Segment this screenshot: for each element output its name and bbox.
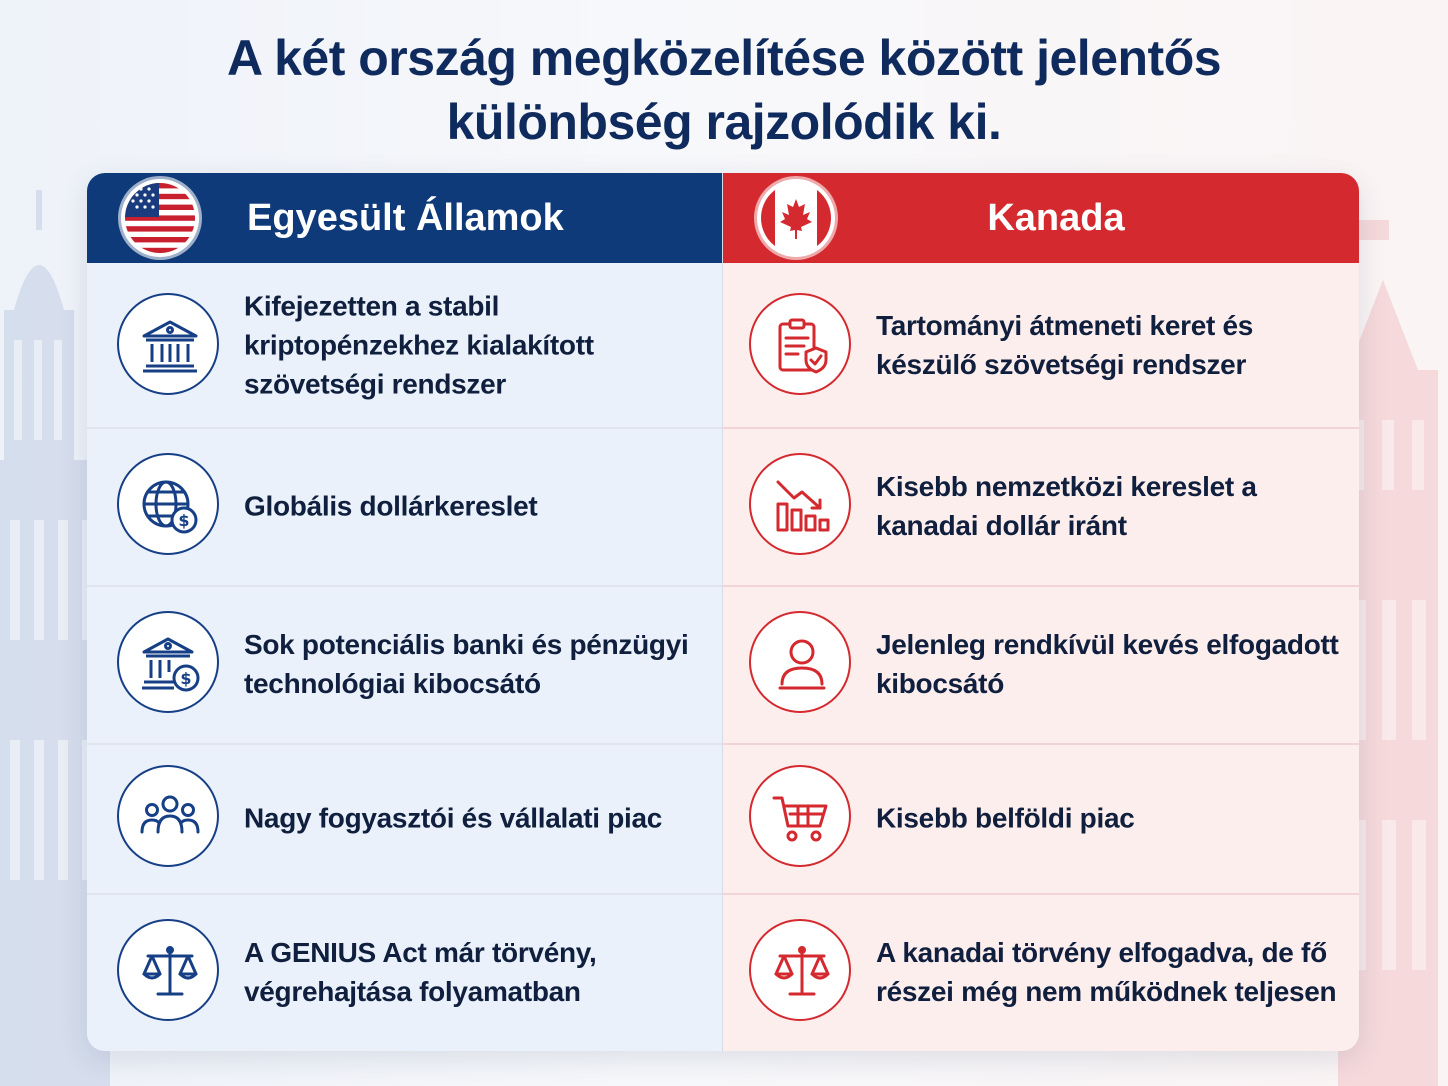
- svg-text:$: $: [178, 511, 190, 530]
- canada-column: [723, 173, 1359, 1051]
- globe-dollar-icon: [117, 453, 219, 555]
- shopping-cart-icon: [749, 765, 851, 867]
- us-row-3: [87, 585, 723, 745]
- canada-row-1: [723, 263, 1359, 429]
- us-row-2: [87, 427, 723, 587]
- page-title: [0, 26, 1448, 154]
- canada-header-label: Kanada: [987, 197, 1125, 239]
- us-row-4-text: Nagy fogyasztói és vállalati piac: [244, 802, 663, 834]
- svg-text:$: $: [180, 669, 192, 688]
- bank-dollar-icon: [117, 611, 219, 713]
- us-flag-icon: [121, 179, 199, 257]
- declining-chart-icon: [749, 453, 851, 555]
- bank-icon: [117, 293, 219, 395]
- canada-row-5: [723, 893, 1359, 1051]
- scales-icon: [749, 919, 851, 1021]
- us-column: [87, 173, 723, 1051]
- comparison-card: [87, 173, 1359, 1051]
- canada-row-3-text: Jelenleg rendkívül kevés elfogadott kibocsátó: [876, 629, 1339, 699]
- us-row-1: [87, 263, 723, 429]
- us-row-4: [87, 743, 723, 895]
- scales-icon: [117, 919, 219, 1021]
- canada-row-4: [723, 743, 1359, 895]
- us-header: [87, 173, 723, 263]
- us-header-label: Egyesült Államok: [247, 197, 564, 239]
- us-row-5: [87, 893, 723, 1051]
- canada-row-2: [723, 427, 1359, 587]
- canada-header: [723, 173, 1359, 263]
- page-title-line-1: A két ország megközelítése között jelentős: [226, 30, 1222, 86]
- people-group-icon: [117, 765, 219, 867]
- us-row-2-text: Globális dollárkereslet: [244, 490, 538, 522]
- canada-row-4-text: Kisebb belföldi piac: [876, 802, 1135, 834]
- clipboard-shield-icon: [749, 293, 851, 395]
- us-row-5-text: A GENIUS Act már törvény, végrehajtása folyamatban: [244, 937, 597, 1007]
- canada-row-1-text: Tartományi átmeneti keret és készülő szövetségi rendszer: [876, 310, 1254, 380]
- canada-row-2-text: Kisebb nemzetközi kereslet a kanadai dollár iránt: [876, 471, 1257, 541]
- canada-row-5-text: A kanadai törvény elfogadva, de fő részei még nem működnek teljesen: [876, 937, 1337, 1007]
- page-title-line-2: különbség rajzolódik ki.: [446, 94, 1002, 150]
- canada-row-3: [723, 585, 1359, 745]
- us-row-1-text: Kifejezetten a stabil kriptopénzekhez kialakított szövetségi rendszer: [244, 290, 594, 400]
- us-row-3-text: Sok potenciális banki és pénzügyi technológiai kibocsátó: [244, 629, 689, 699]
- person-icon: [749, 611, 851, 713]
